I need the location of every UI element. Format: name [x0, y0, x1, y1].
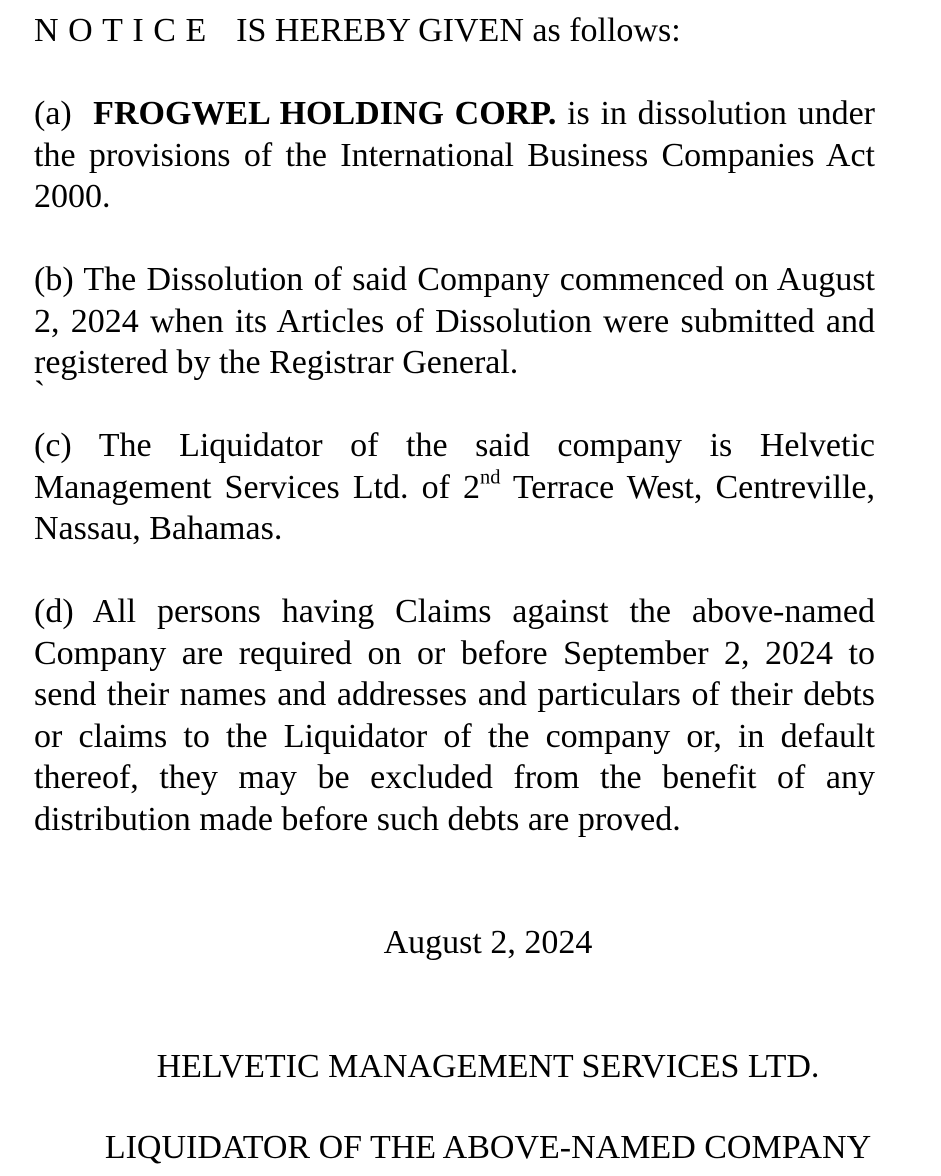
signatory-role: LIQUIDATOR OF THE ABOVE-NAMED COMPANY [104, 1129, 872, 1166]
paragraph-b-text: The Dissolution of said Company commenced on August 2, 2024 when its Articles of Dissolution were submitted and registered by the Registrar General. [34, 261, 875, 381]
ordinal-suffix: nd [480, 466, 501, 489]
notice-word: NOTICE [34, 12, 216, 49]
paragraph-c-marker: (c) [34, 427, 72, 464]
notice-heading [34, 10, 875, 52]
paragraph-c-text: The Liquidator of the said company is Helvetic Management Services Ltd. of 2 [34, 427, 875, 506]
paragraph-a-text: is in dissolution under the provisions of the International Business Companies Act 2000. [34, 95, 875, 215]
paragraph-b-marker: (b) [34, 261, 74, 298]
paragraph-c [34, 425, 875, 550]
paragraph-a-marker: (a) [34, 95, 72, 132]
notice-heading-rest: IS HEREBY GIVEN as follows: [236, 12, 681, 49]
paragraph-a [34, 93, 875, 218]
paragraph-d-text: All persons having Claims against the above-named Company are required on or before September 2, 2024 to send their names and addresses and particulars of their debts or claims to the Liquidator of the company or, in default thereof, they may be excluded from the benefit of any distribution made before such debts are proved. [34, 593, 875, 838]
notice-date: August 2, 2024 [383, 924, 593, 961]
paragraph-b [34, 259, 875, 384]
paragraph-d [34, 591, 875, 840]
notice-document [34, 10, 876, 1166]
paragraph-d-marker: (d) [34, 593, 74, 630]
paragraph-c-text-end: Terrace West, Centreville, Nassau, Bahamas. [34, 468, 876, 547]
company-name: FROGWEL HOLDING CORP. [93, 95, 557, 132]
signatory-company: HELVETIC MANAGEMENT SERVICES LTD. [156, 1048, 820, 1085]
stray-mark: ` [34, 374, 46, 412]
